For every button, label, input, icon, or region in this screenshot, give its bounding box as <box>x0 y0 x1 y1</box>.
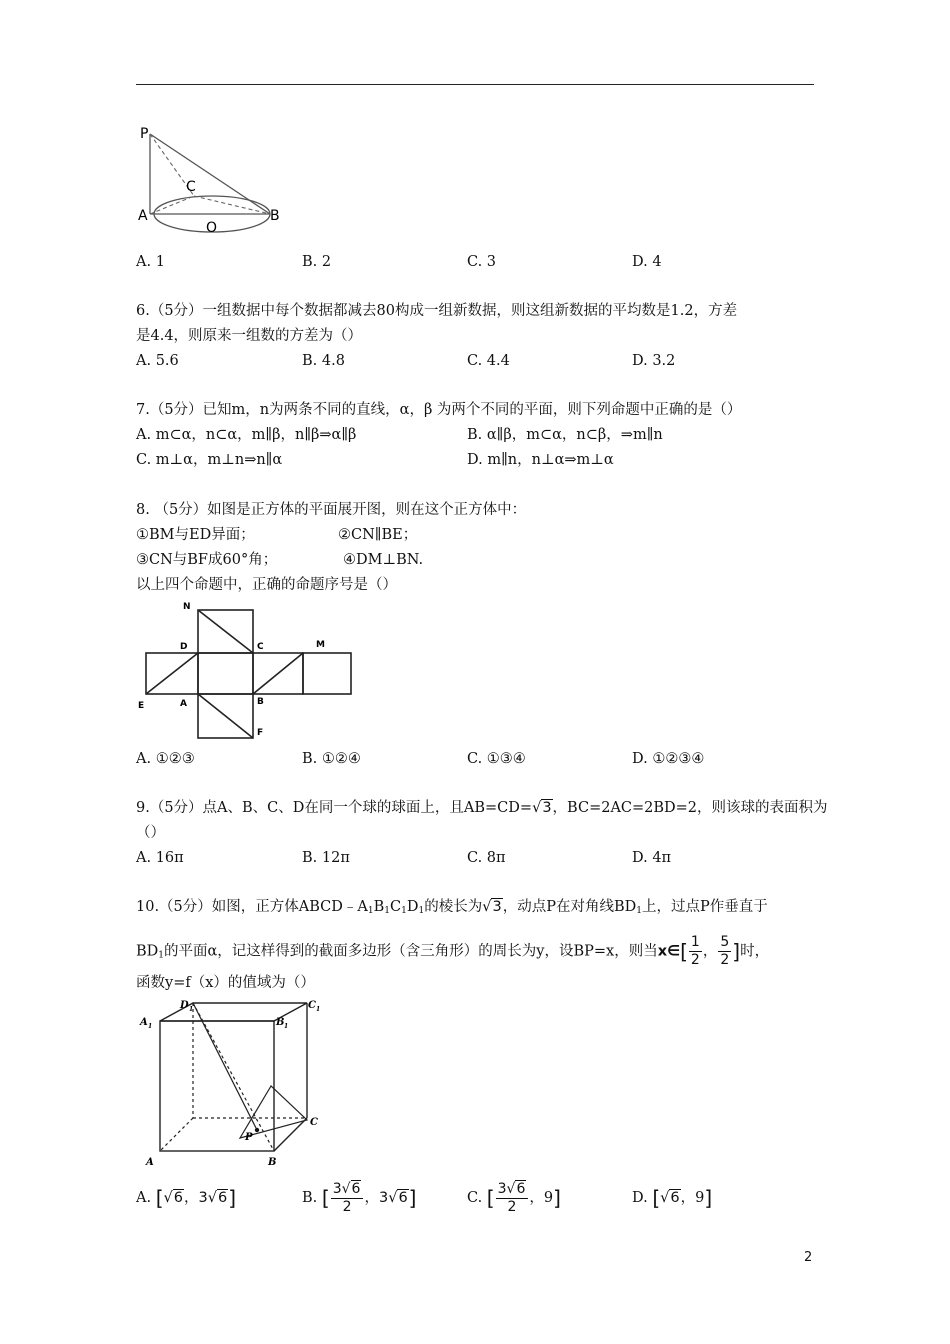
label-E: E <box>138 701 145 711</box>
label-C1: C <box>308 1000 316 1011</box>
q10-text-d: D <box>406 899 419 915</box>
q10-optB-comma: ， <box>364 1190 379 1206</box>
q7-stem: 7.（5分）已知m，n为两条不同的直线，α，β 为两个不同的平面，则下列命题中正确的是（） <box>136 402 742 418</box>
q9-option-c: C. 8π <box>467 850 506 866</box>
q10-optC-frac <box>496 1181 529 1216</box>
q10-text-b: B <box>373 899 385 915</box>
q8-option-b: B. ①②④ <box>302 751 361 767</box>
q10-optD-nine: 9 <box>695 1190 705 1206</box>
q10-option-d-label: D. <box>632 1190 648 1206</box>
q10-option-b <box>302 1178 416 1218</box>
q10-optA-comma: ， <box>184 1190 199 1206</box>
q10-x-in: x∈ <box>657 943 681 960</box>
q10-optC-coef: 3 <box>497 1180 507 1197</box>
label-C: C <box>310 1117 318 1128</box>
label-A: A <box>180 699 187 709</box>
q10-text-f: ，动点P在对角线BD <box>502 899 637 915</box>
q10-optA-open: [ <box>155 1186 164 1210</box>
q7-option-a: A. m⊂α，n⊂α，m∥β，n∥β⇒α∥β <box>136 427 357 443</box>
label-N: N <box>183 602 191 612</box>
label-M: M <box>316 640 325 650</box>
q10-text-c: C <box>390 899 402 915</box>
q10-optB-close: ] <box>408 1186 417 1210</box>
label-C: C <box>257 642 264 652</box>
q5-cone-figure <box>136 122 286 234</box>
q9-stem-text-a: 9.（5分）点A、B、C、D在同一个球的球面上，且AB=CD= <box>136 800 533 816</box>
q10-frac-five-halves <box>718 934 731 969</box>
q10-optD-comma: ， <box>680 1190 696 1206</box>
q8-option-d: D. ①②③④ <box>632 751 705 767</box>
q6-option-b: B. 4.8 <box>302 353 345 369</box>
q10-optB-rad-b: 6 <box>398 1190 408 1206</box>
q10-sub-a1: 1 <box>367 906 374 916</box>
q10-optD-rad: 6 <box>670 1190 680 1206</box>
page-number: 2 <box>804 1250 813 1265</box>
q10-optC-rad: 6 <box>516 1180 526 1197</box>
q8-item-1: ①BM与ED异面； <box>136 527 255 543</box>
q5-option-d: D. 4 <box>632 254 662 270</box>
q10-optC-open: [ <box>486 1186 495 1210</box>
q8-stem: 8. （5分）如图是正方体的平面展开图，则在这个正方体中： <box>136 502 527 518</box>
label-C: C <box>186 179 196 195</box>
label-P: P <box>140 126 149 142</box>
q9-stem-line1 <box>136 798 828 818</box>
q10-frac-five-num: 5 <box>720 934 730 950</box>
label-B: B <box>268 1157 277 1168</box>
q10-option-d <box>632 1181 712 1215</box>
q9-option-a: A. 16π <box>136 850 184 866</box>
q7-option-b: B. α∥β，m⊂α，n⊂β，⇒m∥n <box>467 427 663 443</box>
label-A: A <box>146 1157 154 1168</box>
q10-optB-coef: 3 <box>332 1180 342 1197</box>
label-A1-sub: 1 <box>148 1023 153 1030</box>
q8-item-2: ②CN∥BE； <box>338 527 418 543</box>
q10-option-b-label: B. <box>302 1190 318 1206</box>
q10-optA-coef: 3 <box>198 1190 208 1206</box>
q10-optB-3sqrt6: 3√6 <box>378 1190 408 1206</box>
q5-option-b: B. 2 <box>302 254 332 270</box>
label-C1-sub: 1 <box>316 1006 321 1013</box>
q9-sqrt-radicand: 3 <box>542 800 552 816</box>
q10-optB-rad-a: 6 <box>351 1180 361 1197</box>
q10-optC-frac-num: 3√6 <box>496 1181 529 1199</box>
label-B: B <box>270 208 280 224</box>
q8-option-c: C. ①③④ <box>467 751 526 767</box>
label-D: D <box>180 642 188 652</box>
label-F: F <box>257 728 264 738</box>
q10-optA-close: ] <box>228 1186 237 1210</box>
label-D1: D <box>180 1000 189 1011</box>
q7-option-d: D. m∥n，n⊥α⇒m⊥α <box>467 452 614 468</box>
q10-text-a: 10.（5分）如图，正方体ABCD﹣A <box>136 899 368 915</box>
q10-optB-open: [ <box>321 1186 330 1210</box>
q10-optD-close: ] <box>704 1186 713 1210</box>
q10-optB-frac <box>331 1181 364 1216</box>
q10-frac-five-den: 2 <box>720 952 730 968</box>
q6-option-a: A. 5.6 <box>136 353 179 369</box>
q10-bracket-close: ] <box>732 939 741 964</box>
q10-text-plane: 的平面α，记这样得到的截面多边形（含三角形）的周长为y，设BP=x，则当 <box>164 943 658 960</box>
q10-frac-half <box>689 934 702 969</box>
q10-option-c-label: C. <box>467 1190 483 1206</box>
label-D1-sub: 1 <box>189 1006 194 1013</box>
q9-sqrt: √3 <box>532 800 552 816</box>
q10-option-a <box>136 1181 236 1215</box>
q10-sub-b1: 1 <box>384 906 390 916</box>
q6-stem-line1: 6.（5分）一组数据中每个数据都减去80构成一组新数据，则这组新数据的平均数是1.2，方差 <box>136 303 738 319</box>
q8-option-a: A. ①②③ <box>136 751 195 767</box>
q10-optC-nine: 9 <box>543 1190 554 1206</box>
q10-sqrt-radicand: 3 <box>492 899 502 915</box>
header-rule <box>136 84 814 85</box>
q10-sub-c1: 1 <box>401 906 407 916</box>
q10-stem-line3: 函数y=f（x）的值域为（） <box>136 975 315 991</box>
q10-optB-frac-num: 3√6 <box>331 1181 364 1199</box>
q10-optC-frac-den: 2 <box>507 1198 517 1215</box>
q10-sub-bd1b: 1 <box>158 950 165 961</box>
label-B1-sub: 1 <box>284 1023 289 1030</box>
q9-stem-text-b: ，BC=2AC=2BD=2，则该球的表面积为 <box>552 800 828 816</box>
label-P: P <box>245 1132 253 1143</box>
label-B1: B <box>276 1017 285 1028</box>
q10-option-c <box>467 1178 561 1218</box>
q6-stem-line2: 是4.4，则原来一组数的方差为（） <box>136 328 363 344</box>
q10-frac-half-num: 1 <box>690 934 700 950</box>
q10-optA-rad-a: 6 <box>173 1190 183 1206</box>
q5-option-a: A. 1 <box>136 254 165 270</box>
q9-option-b: B. 12π <box>302 850 350 866</box>
q10-optA-rad-b: 6 <box>217 1190 228 1206</box>
q5-option-c: C. 3 <box>467 254 497 270</box>
q10-sqrt: √3 <box>482 899 502 915</box>
q6-option-c: C. 4.4 <box>467 353 510 369</box>
label-O: O <box>206 220 218 234</box>
label-B: B <box>257 697 264 707</box>
q10-cube-figure <box>136 998 336 1170</box>
q10-optC-close: ] <box>553 1186 561 1210</box>
q10-frac-half-den: 2 <box>690 952 700 968</box>
q10-stem-line2 <box>136 934 769 968</box>
label-A1: A <box>140 1017 148 1028</box>
q10-optB-frac-den: 2 <box>342 1198 352 1215</box>
q10-option-a-label: A. <box>136 1190 152 1206</box>
q10-optD-sqrt6: √6 <box>660 1190 680 1206</box>
q10-optB-coef-b: 3 <box>378 1190 389 1206</box>
q7-option-c: C. m⊥α，m⊥n⇒n∥α <box>136 452 283 468</box>
q8-question: 以上四个命题中，正确的命题序号是（） <box>136 577 397 593</box>
q9-stem-line2: （） <box>136 825 165 841</box>
q10-optD-open: [ <box>652 1186 661 1210</box>
q10-text-bd: BD <box>136 943 159 960</box>
q9-option-d: D. 4π <box>632 850 672 866</box>
q10-text-g: 上，过点P作垂直于 <box>641 899 768 915</box>
q10-optA-3sqrt6: 3√6 <box>198 1190 228 1206</box>
label-A: A <box>138 208 148 224</box>
q10-sub-bd1: 1 <box>636 906 642 916</box>
q10-stem-line1 <box>136 897 768 921</box>
q8-cube-net-figure <box>136 598 356 743</box>
q8-item-4: ④DM⊥BN. <box>343 552 424 568</box>
q10-bracket-open: [ <box>680 939 688 964</box>
q10-optC-comma: ， <box>529 1190 544 1206</box>
q10-comma: ， <box>702 943 718 960</box>
q8-item-3: ③CN与BF成60°角； <box>136 552 278 568</box>
q10-text-time: 时， <box>740 943 770 960</box>
q10-optA-sqrt6-a: √6 <box>163 1190 183 1206</box>
q6-option-d: D. 3.2 <box>632 353 676 369</box>
q10-sub-d1: 1 <box>418 906 425 916</box>
q10-text-e: 的棱长为 <box>424 899 483 915</box>
